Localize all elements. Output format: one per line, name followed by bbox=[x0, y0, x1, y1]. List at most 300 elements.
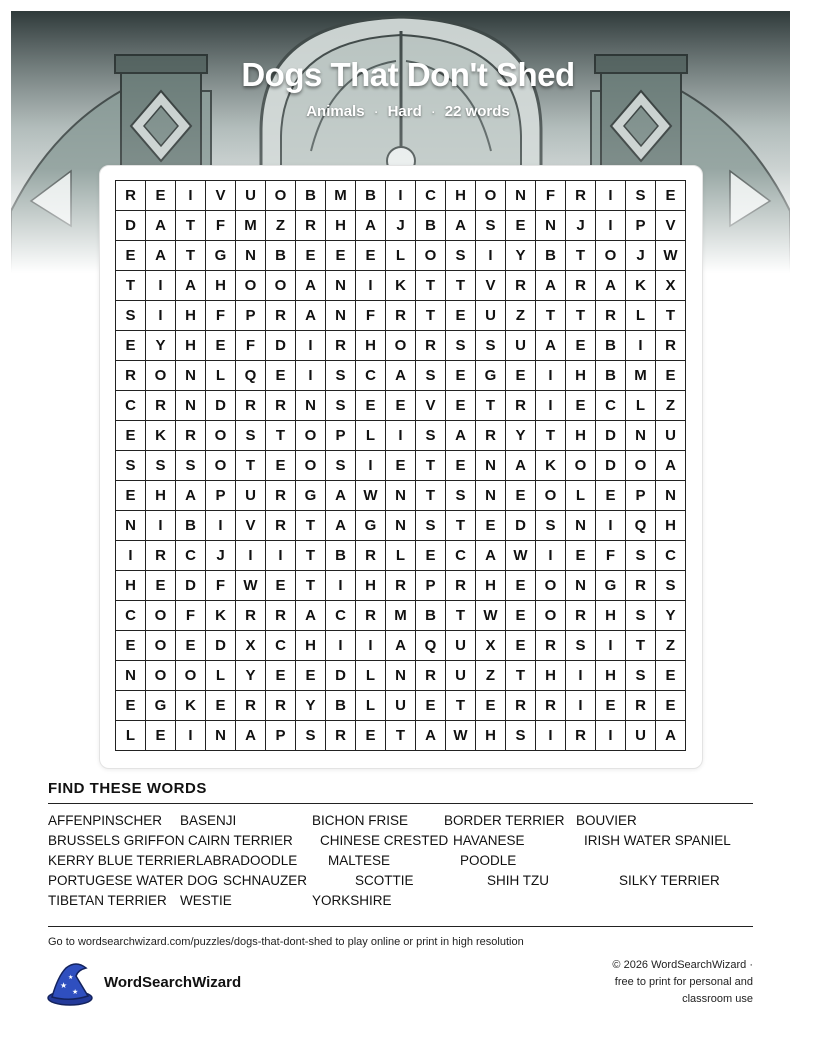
grid-cell[interactable]: Z bbox=[506, 301, 536, 331]
grid-cell[interactable]: C bbox=[656, 541, 686, 571]
grid-cell[interactable]: R bbox=[626, 691, 656, 721]
grid-cell[interactable]: S bbox=[446, 331, 476, 361]
grid-cell[interactable]: E bbox=[446, 451, 476, 481]
grid-cell[interactable]: A bbox=[296, 601, 326, 631]
grid-cell[interactable]: C bbox=[116, 391, 146, 421]
grid-cell[interactable]: B bbox=[356, 181, 386, 211]
grid-cell[interactable]: N bbox=[386, 481, 416, 511]
grid-cell[interactable]: H bbox=[296, 631, 326, 661]
grid-cell[interactable]: D bbox=[116, 211, 146, 241]
grid-cell[interactable]: L bbox=[386, 541, 416, 571]
grid-cell[interactable]: L bbox=[626, 391, 656, 421]
grid-cell[interactable]: P bbox=[326, 421, 356, 451]
grid-cell[interactable]: E bbox=[506, 361, 536, 391]
grid-cell[interactable]: I bbox=[146, 301, 176, 331]
grid-cell[interactable]: E bbox=[356, 721, 386, 751]
grid-cell[interactable]: A bbox=[536, 271, 566, 301]
grid-cell[interactable]: H bbox=[116, 571, 146, 601]
grid-cell[interactable]: N bbox=[236, 241, 266, 271]
grid-cell[interactable]: R bbox=[266, 601, 296, 631]
grid-cell[interactable]: Z bbox=[266, 211, 296, 241]
grid-cell[interactable]: T bbox=[416, 481, 446, 511]
grid-cell[interactable]: A bbox=[326, 481, 356, 511]
grid-cell[interactable]: S bbox=[116, 301, 146, 331]
grid-cell[interactable]: S bbox=[146, 451, 176, 481]
grid-cell[interactable]: F bbox=[236, 331, 266, 361]
grid-cell[interactable]: D bbox=[506, 511, 536, 541]
grid-cell[interactable]: R bbox=[236, 391, 266, 421]
grid-cell[interactable]: A bbox=[506, 451, 536, 481]
grid-cell[interactable]: R bbox=[116, 181, 146, 211]
grid-cell[interactable]: N bbox=[476, 451, 506, 481]
grid-cell[interactable]: E bbox=[296, 661, 326, 691]
grid-cell[interactable]: I bbox=[596, 721, 626, 751]
grid-cell[interactable]: R bbox=[356, 601, 386, 631]
grid-cell[interactable]: E bbox=[476, 691, 506, 721]
grid-cell[interactable]: M bbox=[326, 181, 356, 211]
grid-cell[interactable]: I bbox=[536, 361, 566, 391]
grid-cell[interactable]: N bbox=[536, 211, 566, 241]
grid-cell[interactable]: N bbox=[566, 571, 596, 601]
grid-cell[interactable]: E bbox=[206, 691, 236, 721]
grid-cell[interactable]: C bbox=[446, 541, 476, 571]
grid-cell[interactable]: A bbox=[296, 271, 326, 301]
grid-cell[interactable]: H bbox=[476, 571, 506, 601]
grid-cell[interactable]: S bbox=[536, 511, 566, 541]
grid-cell[interactable]: H bbox=[656, 511, 686, 541]
grid-cell[interactable]: D bbox=[206, 391, 236, 421]
grid-cell[interactable]: H bbox=[566, 361, 596, 391]
grid-cell[interactable]: R bbox=[416, 661, 446, 691]
grid-cell[interactable]: T bbox=[116, 271, 146, 301]
grid-cell[interactable]: J bbox=[206, 541, 236, 571]
grid-cell[interactable]: W bbox=[656, 241, 686, 271]
grid-cell[interactable]: I bbox=[536, 541, 566, 571]
grid-cell[interactable]: K bbox=[386, 271, 416, 301]
grid-cell[interactable]: F bbox=[206, 211, 236, 241]
grid-cell[interactable]: I bbox=[116, 541, 146, 571]
grid-cell[interactable]: R bbox=[146, 391, 176, 421]
grid-cell[interactable]: E bbox=[596, 691, 626, 721]
grid-cell[interactable]: N bbox=[116, 661, 146, 691]
grid-cell[interactable]: E bbox=[506, 631, 536, 661]
grid-cell[interactable]: E bbox=[116, 691, 146, 721]
grid-cell[interactable]: Y bbox=[296, 691, 326, 721]
grid-cell[interactable]: Y bbox=[506, 241, 536, 271]
grid-cell[interactable]: C bbox=[416, 181, 446, 211]
grid-cell[interactable]: I bbox=[326, 631, 356, 661]
grid-cell[interactable]: G bbox=[146, 691, 176, 721]
grid-cell[interactable]: R bbox=[506, 691, 536, 721]
grid-cell[interactable]: T bbox=[656, 301, 686, 331]
grid-cell[interactable]: H bbox=[596, 661, 626, 691]
grid-cell[interactable]: N bbox=[506, 181, 536, 211]
grid-cell[interactable]: E bbox=[206, 331, 236, 361]
grid-cell[interactable]: E bbox=[386, 391, 416, 421]
grid-cell[interactable]: O bbox=[296, 451, 326, 481]
grid-cell[interactable]: I bbox=[146, 271, 176, 301]
grid-cell[interactable]: T bbox=[416, 451, 446, 481]
grid-cell[interactable]: H bbox=[596, 601, 626, 631]
grid-cell[interactable]: O bbox=[266, 271, 296, 301]
grid-cell[interactable]: E bbox=[266, 571, 296, 601]
grid-cell[interactable]: T bbox=[296, 571, 326, 601]
grid-cell[interactable]: U bbox=[476, 301, 506, 331]
grid-cell[interactable]: B bbox=[176, 511, 206, 541]
grid-cell[interactable]: O bbox=[566, 451, 596, 481]
grid-cell[interactable]: S bbox=[626, 661, 656, 691]
grid-cell[interactable]: V bbox=[656, 211, 686, 241]
grid-cell[interactable]: A bbox=[146, 211, 176, 241]
grid-cell[interactable]: A bbox=[176, 481, 206, 511]
grid-cell[interactable]: R bbox=[566, 181, 596, 211]
grid-cell[interactable]: V bbox=[476, 271, 506, 301]
grid-cell[interactable]: S bbox=[506, 721, 536, 751]
grid-cell[interactable]: R bbox=[326, 721, 356, 751]
grid-cell[interactable]: B bbox=[536, 241, 566, 271]
grid-cell[interactable]: R bbox=[386, 301, 416, 331]
grid-cell[interactable]: A bbox=[356, 211, 386, 241]
grid-cell[interactable]: U bbox=[236, 481, 266, 511]
grid-cell[interactable]: F bbox=[176, 601, 206, 631]
grid-cell[interactable]: A bbox=[296, 301, 326, 331]
grid-cell[interactable]: E bbox=[506, 211, 536, 241]
grid-cell[interactable]: V bbox=[206, 181, 236, 211]
grid-cell[interactable]: H bbox=[566, 421, 596, 451]
grid-cell[interactable]: C bbox=[266, 631, 296, 661]
grid-cell[interactable]: I bbox=[296, 331, 326, 361]
grid-cell[interactable]: L bbox=[206, 661, 236, 691]
grid-cell[interactable]: S bbox=[116, 451, 146, 481]
grid-cell[interactable]: I bbox=[326, 571, 356, 601]
grid-cell[interactable]: G bbox=[596, 571, 626, 601]
grid-cell[interactable]: R bbox=[266, 301, 296, 331]
grid-cell[interactable]: F bbox=[206, 301, 236, 331]
grid-cell[interactable]: A bbox=[326, 511, 356, 541]
grid-cell[interactable]: S bbox=[656, 571, 686, 601]
grid-cell[interactable]: X bbox=[656, 271, 686, 301]
grid-cell[interactable]: I bbox=[176, 721, 206, 751]
grid-cell[interactable]: W bbox=[476, 601, 506, 631]
grid-cell[interactable]: S bbox=[326, 451, 356, 481]
grid-cell[interactable]: X bbox=[476, 631, 506, 661]
grid-cell[interactable]: I bbox=[356, 271, 386, 301]
grid-cell[interactable]: O bbox=[176, 661, 206, 691]
grid-cell[interactable]: S bbox=[446, 241, 476, 271]
grid-cell[interactable]: D bbox=[266, 331, 296, 361]
grid-cell[interactable]: E bbox=[446, 361, 476, 391]
grid-cell[interactable]: I bbox=[596, 181, 626, 211]
grid-cell[interactable]: T bbox=[446, 691, 476, 721]
grid-cell[interactable]: R bbox=[176, 421, 206, 451]
grid-cell[interactable]: V bbox=[416, 391, 446, 421]
grid-cell[interactable]: I bbox=[356, 631, 386, 661]
grid-cell[interactable]: I bbox=[146, 511, 176, 541]
grid-cell[interactable]: R bbox=[536, 631, 566, 661]
grid-cell[interactable]: Q bbox=[626, 511, 656, 541]
grid-cell[interactable]: E bbox=[146, 181, 176, 211]
grid-cell[interactable]: A bbox=[236, 721, 266, 751]
grid-cell[interactable]: E bbox=[476, 511, 506, 541]
grid-cell[interactable]: S bbox=[326, 391, 356, 421]
grid-cell[interactable]: E bbox=[566, 331, 596, 361]
grid-cell[interactable]: P bbox=[626, 211, 656, 241]
grid-cell[interactable]: C bbox=[326, 601, 356, 631]
grid-cell[interactable]: T bbox=[446, 271, 476, 301]
grid-cell[interactable]: I bbox=[596, 511, 626, 541]
grid-cell[interactable]: S bbox=[176, 451, 206, 481]
grid-cell[interactable]: L bbox=[356, 691, 386, 721]
grid-cell[interactable]: B bbox=[296, 181, 326, 211]
grid-cell[interactable]: E bbox=[296, 241, 326, 271]
grid-cell[interactable]: A bbox=[656, 451, 686, 481]
grid-cell[interactable]: I bbox=[386, 421, 416, 451]
grid-cell[interactable]: T bbox=[476, 391, 506, 421]
grid-cell[interactable]: W bbox=[506, 541, 536, 571]
grid-cell[interactable]: E bbox=[386, 451, 416, 481]
grid-cell[interactable]: P bbox=[626, 481, 656, 511]
grid-cell[interactable]: S bbox=[476, 331, 506, 361]
grid-cell[interactable]: N bbox=[326, 301, 356, 331]
grid-cell[interactable]: N bbox=[476, 481, 506, 511]
grid-cell[interactable]: T bbox=[566, 241, 596, 271]
grid-cell[interactable]: Y bbox=[236, 661, 266, 691]
grid-cell[interactable]: H bbox=[326, 211, 356, 241]
grid-cell[interactable]: C bbox=[176, 541, 206, 571]
grid-cell[interactable]: O bbox=[236, 271, 266, 301]
grid-cell[interactable]: U bbox=[446, 661, 476, 691]
grid-cell[interactable]: E bbox=[266, 361, 296, 391]
grid-cell[interactable]: H bbox=[176, 301, 206, 331]
grid-cell[interactable]: Z bbox=[656, 391, 686, 421]
grid-cell[interactable]: T bbox=[446, 511, 476, 541]
grid-cell[interactable]: E bbox=[656, 361, 686, 391]
grid-cell[interactable]: L bbox=[356, 421, 386, 451]
grid-cell[interactable]: O bbox=[626, 451, 656, 481]
grid-cell[interactable]: Z bbox=[656, 631, 686, 661]
grid-cell[interactable]: E bbox=[116, 631, 146, 661]
grid-cell[interactable]: I bbox=[356, 451, 386, 481]
grid-cell[interactable]: O bbox=[476, 181, 506, 211]
play-online-link[interactable]: Go to wordsearchwizard.com/puzzles/dogs-that-dont-shed to play online or print in high resolution bbox=[48, 936, 524, 948]
grid-cell[interactable]: O bbox=[536, 601, 566, 631]
grid-cell[interactable]: S bbox=[296, 721, 326, 751]
grid-cell[interactable]: H bbox=[206, 271, 236, 301]
grid-cell[interactable]: R bbox=[626, 571, 656, 601]
grid-cell[interactable]: S bbox=[626, 601, 656, 631]
grid-cell[interactable]: N bbox=[566, 511, 596, 541]
grid-cell[interactable]: W bbox=[446, 721, 476, 751]
grid-cell[interactable]: O bbox=[536, 571, 566, 601]
grid-cell[interactable]: B bbox=[596, 331, 626, 361]
grid-cell[interactable]: L bbox=[206, 361, 236, 391]
grid-cell[interactable]: F bbox=[536, 181, 566, 211]
grid-cell[interactable]: T bbox=[416, 271, 446, 301]
grid-cell[interactable]: O bbox=[536, 481, 566, 511]
grid-cell[interactable]: I bbox=[536, 391, 566, 421]
grid-cell[interactable]: R bbox=[506, 271, 536, 301]
grid-cell[interactable]: B bbox=[326, 691, 356, 721]
grid-cell[interactable]: F bbox=[596, 541, 626, 571]
grid-cell[interactable]: I bbox=[596, 211, 626, 241]
grid-cell[interactable]: T bbox=[386, 721, 416, 751]
grid-cell[interactable]: S bbox=[416, 361, 446, 391]
grid-cell[interactable]: H bbox=[356, 331, 386, 361]
grid-cell[interactable]: T bbox=[296, 541, 326, 571]
grid-cell[interactable]: G bbox=[356, 511, 386, 541]
grid-cell[interactable]: Y bbox=[146, 331, 176, 361]
grid-cell[interactable]: O bbox=[146, 631, 176, 661]
grid-cell[interactable]: B bbox=[596, 361, 626, 391]
grid-cell[interactable]: B bbox=[266, 241, 296, 271]
grid-cell[interactable]: S bbox=[476, 211, 506, 241]
grid-cell[interactable]: B bbox=[416, 211, 446, 241]
grid-cell[interactable]: E bbox=[506, 571, 536, 601]
grid-cell[interactable]: A bbox=[386, 631, 416, 661]
grid-cell[interactable]: U bbox=[386, 691, 416, 721]
grid-cell[interactable]: C bbox=[596, 391, 626, 421]
grid-cell[interactable]: E bbox=[506, 481, 536, 511]
grid-cell[interactable]: O bbox=[206, 451, 236, 481]
grid-cell[interactable]: I bbox=[296, 361, 326, 391]
grid-cell[interactable]: R bbox=[536, 691, 566, 721]
grid-cell[interactable]: I bbox=[266, 541, 296, 571]
grid-cell[interactable]: P bbox=[206, 481, 236, 511]
grid-cell[interactable]: E bbox=[116, 241, 146, 271]
grid-cell[interactable]: U bbox=[626, 721, 656, 751]
grid-cell[interactable]: O bbox=[416, 241, 446, 271]
grid-cell[interactable]: I bbox=[536, 721, 566, 751]
grid-cell[interactable]: T bbox=[536, 421, 566, 451]
grid-cell[interactable]: R bbox=[266, 511, 296, 541]
grid-cell[interactable]: W bbox=[356, 481, 386, 511]
grid-cell[interactable]: D bbox=[206, 631, 236, 661]
grid-cell[interactable]: A bbox=[386, 361, 416, 391]
grid-cell[interactable]: B bbox=[326, 541, 356, 571]
grid-cell[interactable]: E bbox=[566, 541, 596, 571]
grid-cell[interactable]: O bbox=[266, 181, 296, 211]
grid-cell[interactable]: E bbox=[416, 541, 446, 571]
grid-cell[interactable]: N bbox=[386, 511, 416, 541]
grid-cell[interactable]: K bbox=[146, 421, 176, 451]
grid-cell[interactable]: J bbox=[626, 241, 656, 271]
grid-cell[interactable]: G bbox=[206, 241, 236, 271]
grid-cell[interactable]: A bbox=[596, 271, 626, 301]
grid-cell[interactable]: R bbox=[656, 331, 686, 361]
grid-cell[interactable]: R bbox=[236, 691, 266, 721]
grid-cell[interactable]: S bbox=[446, 481, 476, 511]
grid-cell[interactable]: G bbox=[296, 481, 326, 511]
grid-cell[interactable]: H bbox=[446, 181, 476, 211]
grid-cell[interactable]: S bbox=[416, 421, 446, 451]
grid-cell[interactable]: E bbox=[656, 181, 686, 211]
grid-cell[interactable]: L bbox=[356, 661, 386, 691]
grid-cell[interactable]: N bbox=[176, 391, 206, 421]
grid-cell[interactable]: I bbox=[626, 331, 656, 361]
grid-cell[interactable]: C bbox=[116, 601, 146, 631]
grid-cell[interactable]: L bbox=[386, 241, 416, 271]
grid-cell[interactable]: I bbox=[206, 511, 236, 541]
grid-cell[interactable]: N bbox=[656, 481, 686, 511]
grid-cell[interactable]: D bbox=[326, 661, 356, 691]
grid-cell[interactable]: E bbox=[446, 391, 476, 421]
grid-cell[interactable]: E bbox=[506, 601, 536, 631]
grid-cell[interactable]: U bbox=[506, 331, 536, 361]
grid-cell[interactable]: R bbox=[236, 601, 266, 631]
grid-cell[interactable]: T bbox=[236, 451, 266, 481]
grid-cell[interactable]: O bbox=[296, 421, 326, 451]
grid-cell[interactable]: A bbox=[536, 331, 566, 361]
grid-cell[interactable]: S bbox=[416, 511, 446, 541]
grid-cell[interactable]: E bbox=[416, 691, 446, 721]
grid-cell[interactable]: A bbox=[416, 721, 446, 751]
grid-cell[interactable]: E bbox=[146, 721, 176, 751]
grid-cell[interactable]: Y bbox=[506, 421, 536, 451]
grid-cell[interactable]: A bbox=[476, 541, 506, 571]
grid-cell[interactable]: R bbox=[566, 721, 596, 751]
grid-cell[interactable]: R bbox=[326, 331, 356, 361]
grid-cell[interactable]: M bbox=[386, 601, 416, 631]
grid-cell[interactable]: O bbox=[146, 361, 176, 391]
grid-cell[interactable]: H bbox=[356, 571, 386, 601]
grid-cell[interactable]: F bbox=[356, 301, 386, 331]
grid-cell[interactable]: W bbox=[236, 571, 266, 601]
grid-cell[interactable]: E bbox=[116, 481, 146, 511]
grid-cell[interactable]: T bbox=[536, 301, 566, 331]
grid-cell[interactable]: N bbox=[626, 421, 656, 451]
grid-cell[interactable]: H bbox=[476, 721, 506, 751]
grid-cell[interactable]: A bbox=[146, 241, 176, 271]
grid-cell[interactable]: D bbox=[596, 421, 626, 451]
grid-cell[interactable]: R bbox=[356, 541, 386, 571]
grid-cell[interactable]: V bbox=[236, 511, 266, 541]
grid-cell[interactable]: T bbox=[506, 661, 536, 691]
grid-cell[interactable]: L bbox=[626, 301, 656, 331]
grid-cell[interactable]: K bbox=[626, 271, 656, 301]
grid-cell[interactable]: R bbox=[416, 331, 446, 361]
grid-cell[interactable]: L bbox=[116, 721, 146, 751]
grid-cell[interactable]: Q bbox=[416, 631, 446, 661]
grid-cell[interactable]: S bbox=[626, 541, 656, 571]
grid-cell[interactable]: N bbox=[296, 391, 326, 421]
grid-cell[interactable]: B bbox=[416, 601, 446, 631]
grid-cell[interactable]: K bbox=[176, 691, 206, 721]
grid-cell[interactable]: O bbox=[386, 331, 416, 361]
grid-cell[interactable]: E bbox=[566, 391, 596, 421]
grid-cell[interactable]: U bbox=[236, 181, 266, 211]
grid-cell[interactable]: R bbox=[596, 301, 626, 331]
grid-cell[interactable]: O bbox=[596, 241, 626, 271]
grid-cell[interactable]: R bbox=[476, 421, 506, 451]
grid-cell[interactable]: D bbox=[596, 451, 626, 481]
grid-cell[interactable]: S bbox=[236, 421, 266, 451]
grid-cell[interactable]: E bbox=[116, 421, 146, 451]
grid-cell[interactable]: E bbox=[656, 661, 686, 691]
grid-cell[interactable]: J bbox=[566, 211, 596, 241]
grid-cell[interactable]: D bbox=[176, 571, 206, 601]
grid-cell[interactable]: T bbox=[266, 421, 296, 451]
grid-cell[interactable]: Y bbox=[656, 601, 686, 631]
grid-cell[interactable]: E bbox=[596, 481, 626, 511]
grid-cell[interactable]: R bbox=[506, 391, 536, 421]
grid-cell[interactable]: E bbox=[266, 451, 296, 481]
grid-cell[interactable]: J bbox=[386, 211, 416, 241]
grid-cell[interactable]: O bbox=[146, 601, 176, 631]
grid-cell[interactable]: C bbox=[356, 361, 386, 391]
grid-cell[interactable]: L bbox=[566, 481, 596, 511]
grid-cell[interactable]: H bbox=[536, 661, 566, 691]
grid-cell[interactable]: H bbox=[176, 331, 206, 361]
